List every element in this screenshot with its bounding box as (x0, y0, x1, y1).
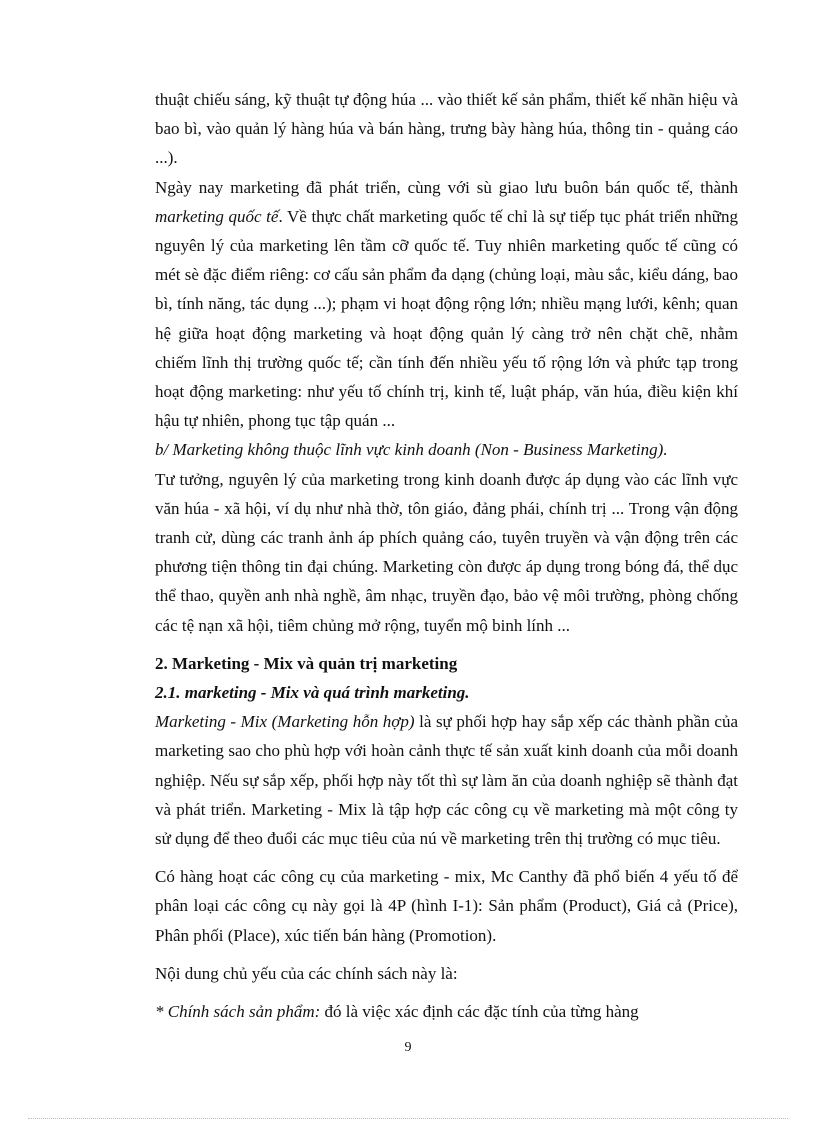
paragraph-international-marketing (155, 173, 738, 436)
paragraph-non-business: Tư tưởng, nguyên lý của marketing trong kinh doanh được áp dụng vào các lĩnh vực văn húa - xã hội, ví dụ như nhà thờ, tôn giáo, đảng phái, chính trị ... Trong vận động tranh cử, dùng các tranh ảnh áp phích quảng cáo, tuyên truyền và vận động trên các phương tiện thông tin đại chúng. Marketing còn được áp dụng trong bóng đá, thể dục thể thao, quyền anh nhà nghề, âm nhạc, truyền đạo, bảo vệ môi trường, phòng chống các tệ nạn xã hội, tiêm chủng mở rộng, tuyển mộ binh lính ... (155, 469, 738, 635)
paragraph-text: . Về thực chất marketing quốc tế chỉ là sự tiếp tục phát triển những nguyên lý của marketing lên tầm cỡ quốc tế. Tuy nhiên marketing quốc tế cũng có mét sè đặc điểm riêng: cơ cấu sản phẩm đa dạng (chủng loại, màu sắc, kiểu dáng, bao bì, tính năng, tác dụng ...); phạm vi hoạt động rộng lớn; nhiều mạng lưới, kênh; quan hệ giữa hoạt động marketing và hoạt động quản lý càng trở nên chặt chẽ, nhằm chiếm lĩnh thị trường quốc tế; cần tính đến nhiều yếu tố rộng lớn và phức tạp trong hoạt động marketing: như yếu tố chính trị, kinh tế, luật pháp, văn húa, điều kiện khí hậu tự nhiên, phong tục tập quán ... (155, 206, 739, 431)
subsection-note: b/ Marketing không thuộc lĩnh vực kinh doanh (Non - Business Marketing). (155, 440, 668, 460)
section-heading: 2. Marketing - Mix và quản trị marketing (155, 653, 458, 673)
emphasis-term: marketing quốc tế (155, 206, 279, 226)
emphasis-term: Marketing - Mix (Marketing hỗn hợp) (155, 712, 415, 732)
paragraph-continued: thuật chiếu sáng, kỹ thuật tự động húa ... vào thiết kế sản phẩm, thiết kế nhãn hiệu và bao bì, vào quản lý hàng húa và bán hàng, trưng bày hàng húa, thông tin - quảng cáo ...). (155, 90, 738, 168)
paragraph-marketing-mix (155, 707, 738, 853)
paragraph-policies-intro: Nội dung chủ yếu của các chính sách này là: (155, 963, 458, 983)
paragraph-4p: Có hàng hoạt các công cụ của marketing - mix, Mc Canthy đã phổ biến 4 yếu tố để phân loại các công cụ này gọi là 4P (hình I-1): Sản phẩm (Product), Giá cả (Price), Phân phối (Place), xúc tiến bán hàng (Promotion). (155, 867, 738, 945)
page-number: 9 (404, 1040, 412, 1055)
paragraph-product-policy (155, 997, 738, 1026)
paragraph-text: đó là việc xác định các đặc tính của từng hàng (320, 1002, 639, 1022)
emphasis-term: * Chính sách sản phẩm: (155, 1002, 321, 1022)
paragraph-text: Ngày nay marketing đã phát triển, cùng với sù giao lưu buôn bán quốc tế, thành (155, 177, 738, 197)
subsection-heading: 2.1. marketing - Mix và quá trình marketing. (155, 683, 470, 703)
page-bottom-divider (28, 1118, 788, 1119)
page-body (155, 85, 738, 1026)
paragraph-text: là sự phối hợp hay sắp xếp các thành phần của marketing sao cho phù hợp với hoàn cảnh thực tế sản xuất kinh doanh của mỗi doanh nghiệp. Nếu sự sắp xếp, phối hợp này tốt thì sự làm ăn của doanh nghiệp sẽ thành đạt và phát triển. Marketing - Mix là tập hợp các công cụ về marketing mà một công ty sử dụng để theo đuổi các mục tiêu của nú về marketing trên thị trường có mục tiêu. (155, 712, 738, 849)
